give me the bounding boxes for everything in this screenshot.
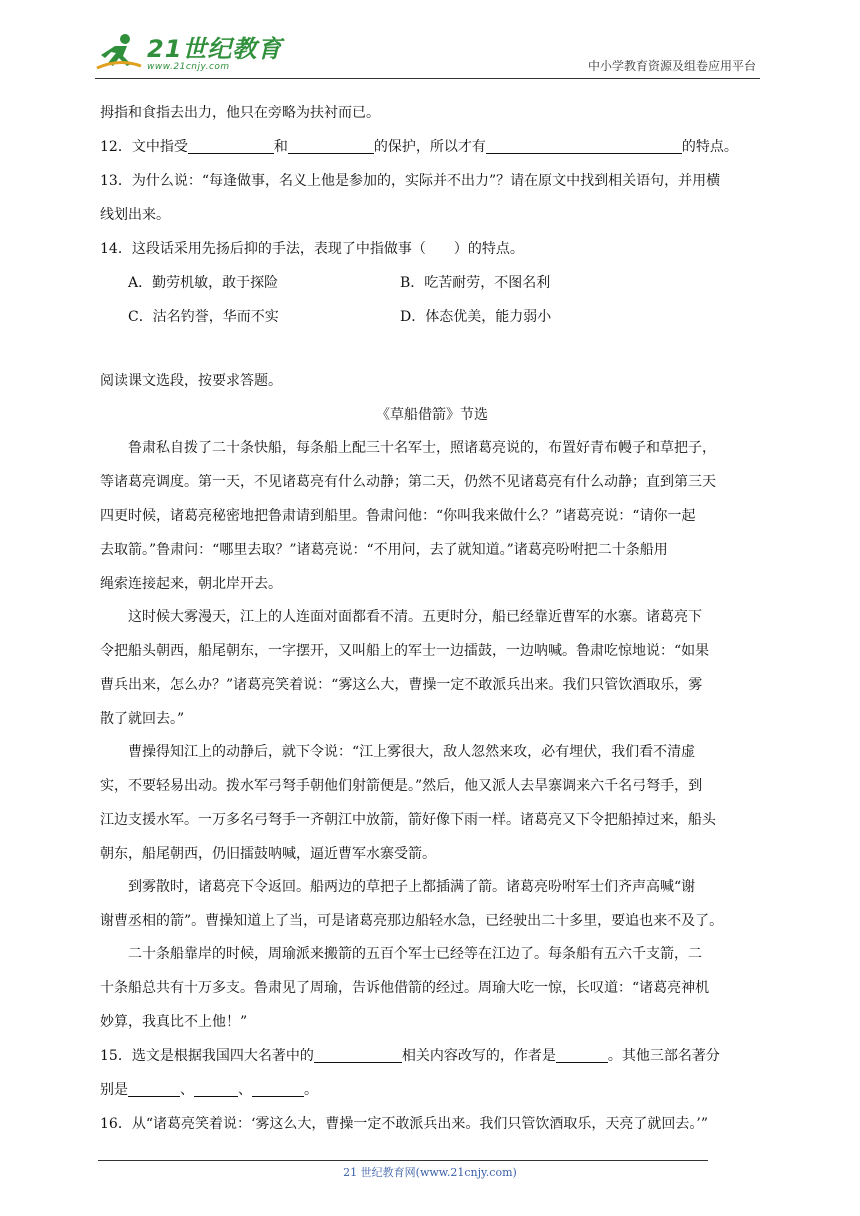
passage-line: 江边支援水军。一万多名弓弩手一齐朝江中放箭，箭好像下雨一样。诸葛亮又下令把船掉过来，船头 (100, 812, 716, 828)
passage-line: 妙算，我真比不上他！” (100, 1014, 248, 1030)
logo (95, 32, 282, 76)
passage-title: 《草船借箭》节选 (376, 407, 488, 423)
answer-blank[interactable] (188, 135, 274, 154)
passage-line: 十条船总共有十万多支。鲁肃见了周瑜，告诉他借箭的经过。周瑜大吃一惊，长叹道：“诸葛亮神机 (100, 980, 710, 996)
option-b[interactable]: B．吃苦耐劳，不图名利 (400, 275, 551, 291)
q14-options (100, 266, 764, 334)
question-15 (100, 1039, 764, 1073)
page-header (95, 30, 760, 79)
passage-line: 谢曹丞相的箭”。曹操知道上了当，可是诸葛亮那边船轻水急，已经驶出二十多里，要追也来不及了。 (100, 913, 724, 929)
answer-blank[interactable] (314, 1044, 402, 1063)
question-16: 16．从“诸葛亮笑着说：‘雾这么大，曹操一定不敢派兵出来。我们只管饮酒取乐，天亮了就回去。’” (100, 1116, 709, 1132)
passage-line: 鲁肃私自拨了二十条快船，每条船上配三十名军士，照诸葛亮说的，布置好青布幔子和草把子， (128, 440, 716, 456)
platform-name: 中小学教育资源及组卷应用平台 (587, 59, 756, 73)
passage-line: 到雾散时，诸葛亮下令返回。船两边的草把子上都插满了箭。诸葛亮吩咐军士们齐声高喊“谢 (128, 879, 696, 895)
question-13-cont: 线划出来。 (100, 207, 170, 223)
passage-line: 去取箭。”鲁肃问：“哪里去取？”诸葛亮说：“不用问，去了就知道。”诸葛亮吩咐把二十条船用 (100, 542, 668, 558)
passage-line: 曹兵出来，怎么办？”诸葛亮笑着说：“雾这么大，曹操一定不敢派兵出来。我们只管饮酒取乐，雾 (100, 677, 703, 693)
answer-blank[interactable] (194, 1078, 238, 1097)
question-15-cont (100, 1073, 764, 1107)
question-14: 14．这段话采用先扬后抑的手法，表现了中指做事（ ）的特点。 (100, 241, 524, 257)
q12-text: 12．文中指受 (100, 139, 188, 155)
passage-line: 绳索连接起来，朝北岸开去。 (100, 576, 282, 592)
answer-blank[interactable] (556, 1044, 608, 1063)
passage-line: 四更时候，诸葛亮秘密地把鲁肃请到船里。鲁肃问他：“你叫我来做什么？”诸葛亮说：“请你一起 (100, 508, 696, 524)
passage-line: 散了就回去。” (100, 711, 185, 727)
q12-text: 和 (273, 139, 288, 155)
intro-line: 拇指和食指去出力，他只在旁略为扶衬而已。 (100, 105, 380, 121)
passage-line: 二十条船靠岸的时候，周瑜派来搬箭的五百个军士已经等在江边了。每条船有五六千支箭，二 (128, 946, 702, 962)
passage-line: 这时候大雾漫天，江上的人连面对面都看不清。五更时分，船已经靠近曹军的水寨。诸葛亮下 (128, 609, 702, 625)
q12-text: 的特点。 (681, 139, 738, 155)
passage-line: 朝东，船尾朝西，仍旧擂鼓呐喊，逼近曹军水寨受箭。 (100, 846, 436, 862)
q12-text: 的保护，所以才有 (373, 139, 486, 155)
q15-text: 。 (304, 1082, 318, 1098)
q15-text: 相关内容改写的，作者是 (401, 1048, 556, 1064)
answer-blank[interactable] (288, 135, 374, 154)
footer-source: 21 世纪教育网(www.21cnjy.com) (343, 1166, 517, 1179)
passage (100, 432, 764, 1039)
q15-text: 、 (238, 1082, 252, 1098)
runner-logo-icon (95, 32, 143, 76)
logo-title: 21世纪教育 (147, 34, 283, 63)
passage-line: 等诸葛亮调度。第一天，不见诸葛亮有什么动静；第二天，仍然不见诸葛亮有什么动静；直到第三天 (100, 474, 716, 490)
answer-blank[interactable] (128, 1078, 180, 1097)
footer-divider (98, 1160, 708, 1161)
question-12 (100, 130, 764, 164)
logo-url: www.21cnjy.com (147, 61, 230, 72)
passage-line: 曹操得知江上的动静后，就下令说：“江上雾很大，敌人忽然来攻，必有埋伏，我们看不清虚 (128, 744, 696, 760)
answer-blank[interactable] (252, 1078, 304, 1097)
option-c[interactable]: C．沽名钓誉，华而不实 (128, 309, 279, 325)
q15-text: 、 (180, 1082, 194, 1098)
answer-blank[interactable] (486, 135, 682, 154)
passage-line: 实，不要轻易出动。拨水军弓弩手朝他们射箭便是。”然后，他又派人去旱寨调来六千名弓弩手，到 (100, 778, 703, 794)
document-body (100, 96, 764, 1141)
q15-text: 别是 (100, 1082, 128, 1098)
reading-instruction: 阅读课文选段，按要求答题。 (100, 373, 282, 389)
passage-line: 令把船头朝西，船尾朝东，一字摆开，又叫船上的军士一边擂鼓，一边呐喊。鲁肃吃惊地说：“如果 (100, 643, 710, 659)
q15-text: 。其他三部名著分 (607, 1048, 720, 1064)
q15-text: 15．选文是根据我国四大名著中的 (100, 1048, 314, 1064)
option-d[interactable]: D．体态优美，能力弱小 (400, 309, 552, 325)
option-a[interactable]: A．勤劳机敏，敢于探险 (128, 275, 279, 291)
question-13: 13．为什么说：“每逢做事，名义上他是参加的，实际并不出力”？请在原文中找到相关语句，并用横 (100, 173, 721, 189)
